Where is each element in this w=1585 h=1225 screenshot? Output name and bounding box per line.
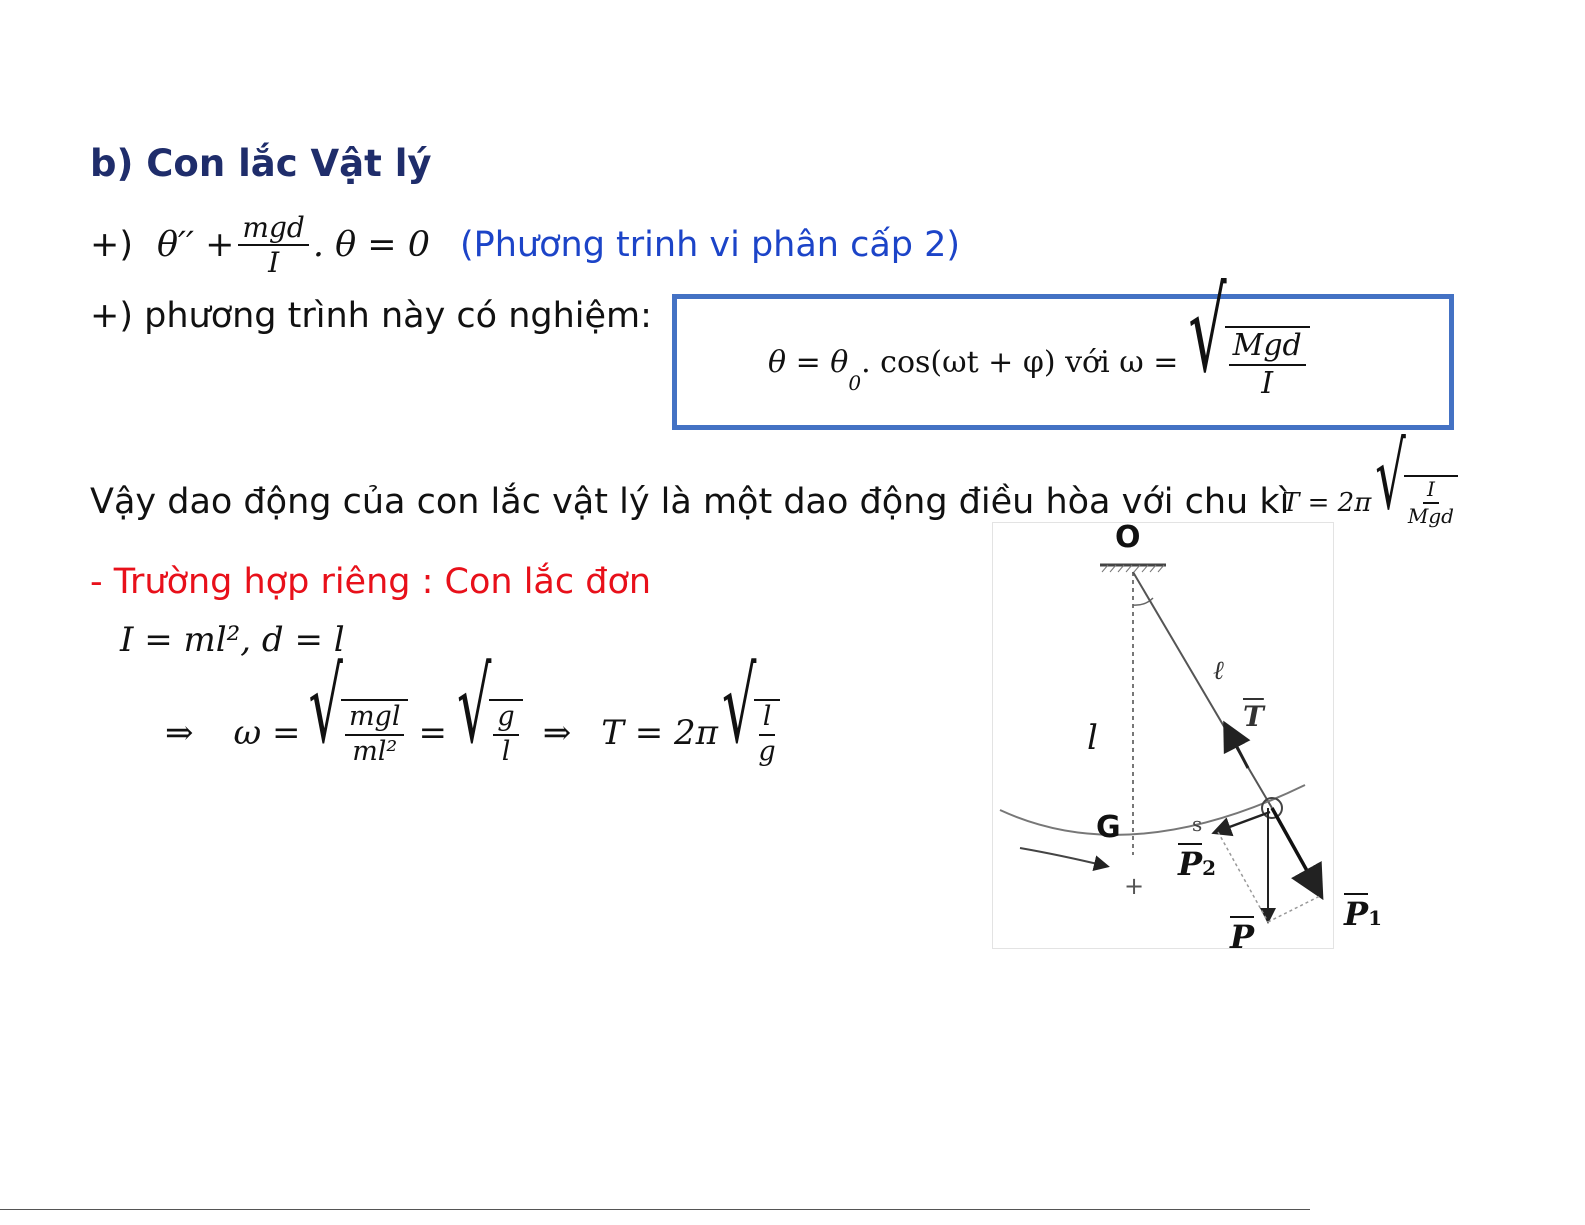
section-heading: b) Con lắc Vật lý bbox=[90, 142, 432, 185]
sqrt-icon: √ bbox=[721, 646, 757, 766]
eq1-fraction bbox=[238, 210, 308, 279]
sqrt-icon: √ bbox=[456, 646, 492, 766]
sqrt-icon: √ bbox=[1375, 424, 1406, 531]
solution-sub0: 0 bbox=[848, 371, 862, 395]
omega-den-1: ml² bbox=[352, 735, 398, 767]
special-case-derivation bbox=[165, 646, 780, 785]
eq1-rhs: . θ = 0 bbox=[312, 225, 430, 265]
period-simple-sqrt bbox=[721, 646, 780, 767]
label-P1: P1 bbox=[1344, 895, 1382, 933]
conclusion-text: Vậy dao động của con lắc vật lý là một dao động điều hòa với chu kì bbox=[90, 482, 1290, 522]
label-ell: ℓ bbox=[1213, 656, 1224, 686]
solution-fraction bbox=[1229, 330, 1306, 399]
sqrt-icon: √ bbox=[308, 646, 343, 766]
direction-arrow bbox=[1020, 848, 1106, 866]
omega-den-2: l bbox=[501, 735, 511, 767]
solution-denominator: I bbox=[1261, 365, 1274, 401]
solution-sqrt bbox=[1188, 266, 1309, 401]
solution-cos: . cos(ωt + φ) với ω = bbox=[861, 345, 1179, 380]
omega-sqrt-1 bbox=[308, 646, 409, 767]
swing-arc bbox=[1000, 785, 1305, 835]
pendulum-diagram bbox=[980, 510, 1400, 960]
differential-equation-line bbox=[90, 200, 960, 290]
sqrt-icon: √ bbox=[1188, 266, 1227, 399]
eq1-lhs: θ′′ + bbox=[156, 225, 235, 265]
omega-num-1: mgl bbox=[345, 703, 405, 735]
period-T: T = 2π bbox=[1282, 488, 1372, 518]
eq1-note: (Phương trinh vi phân cấp 2) bbox=[459, 225, 961, 265]
period-fraction bbox=[1408, 479, 1454, 527]
period-simple: T = 2π bbox=[601, 712, 718, 753]
solution-formula bbox=[768, 266, 1310, 425]
label-P: P bbox=[1230, 918, 1255, 956]
p1-vector bbox=[1272, 808, 1320, 894]
equals-sign: = bbox=[418, 712, 447, 753]
pendulum-string bbox=[1133, 572, 1272, 808]
bottom-divider bbox=[0, 1209, 1310, 1210]
label-s: s bbox=[1192, 812, 1203, 836]
p2-vector bbox=[1216, 812, 1270, 832]
solution-intro: +) phương trình này có nghiệm: bbox=[90, 296, 652, 336]
period-simple-den: g bbox=[758, 735, 776, 767]
label-G: G bbox=[1096, 810, 1121, 845]
period-denominator: Mgd bbox=[1407, 504, 1454, 528]
label-O: O bbox=[1115, 520, 1141, 555]
solution-theta: θ = θ bbox=[768, 345, 849, 380]
special-case-definitions: I = ml², d = l bbox=[120, 620, 345, 660]
solution-numerator: Mgd bbox=[1229, 330, 1306, 366]
omega-sqrt-2 bbox=[456, 646, 523, 767]
omega-label: ω = bbox=[233, 712, 301, 753]
implies-icon: ⇒ bbox=[165, 712, 194, 753]
special-case-heading: - Trường hợp riêng : Con lắc đơn bbox=[90, 562, 652, 602]
period-numerator: I bbox=[1423, 479, 1439, 504]
label-T: $\overline{T}$ bbox=[1243, 700, 1264, 733]
label-l: l bbox=[1087, 718, 1098, 758]
eq1-numerator: mgd bbox=[238, 213, 308, 246]
implies-icon: ⇒ bbox=[542, 712, 572, 753]
omega-num-2: g bbox=[493, 703, 518, 735]
label-P2: P2 bbox=[1178, 845, 1216, 883]
eq1-prefix: +) bbox=[90, 225, 133, 265]
period-simple-num: l bbox=[759, 703, 776, 735]
eq1-denominator: I bbox=[268, 246, 280, 279]
label-plus: + bbox=[1124, 872, 1145, 900]
